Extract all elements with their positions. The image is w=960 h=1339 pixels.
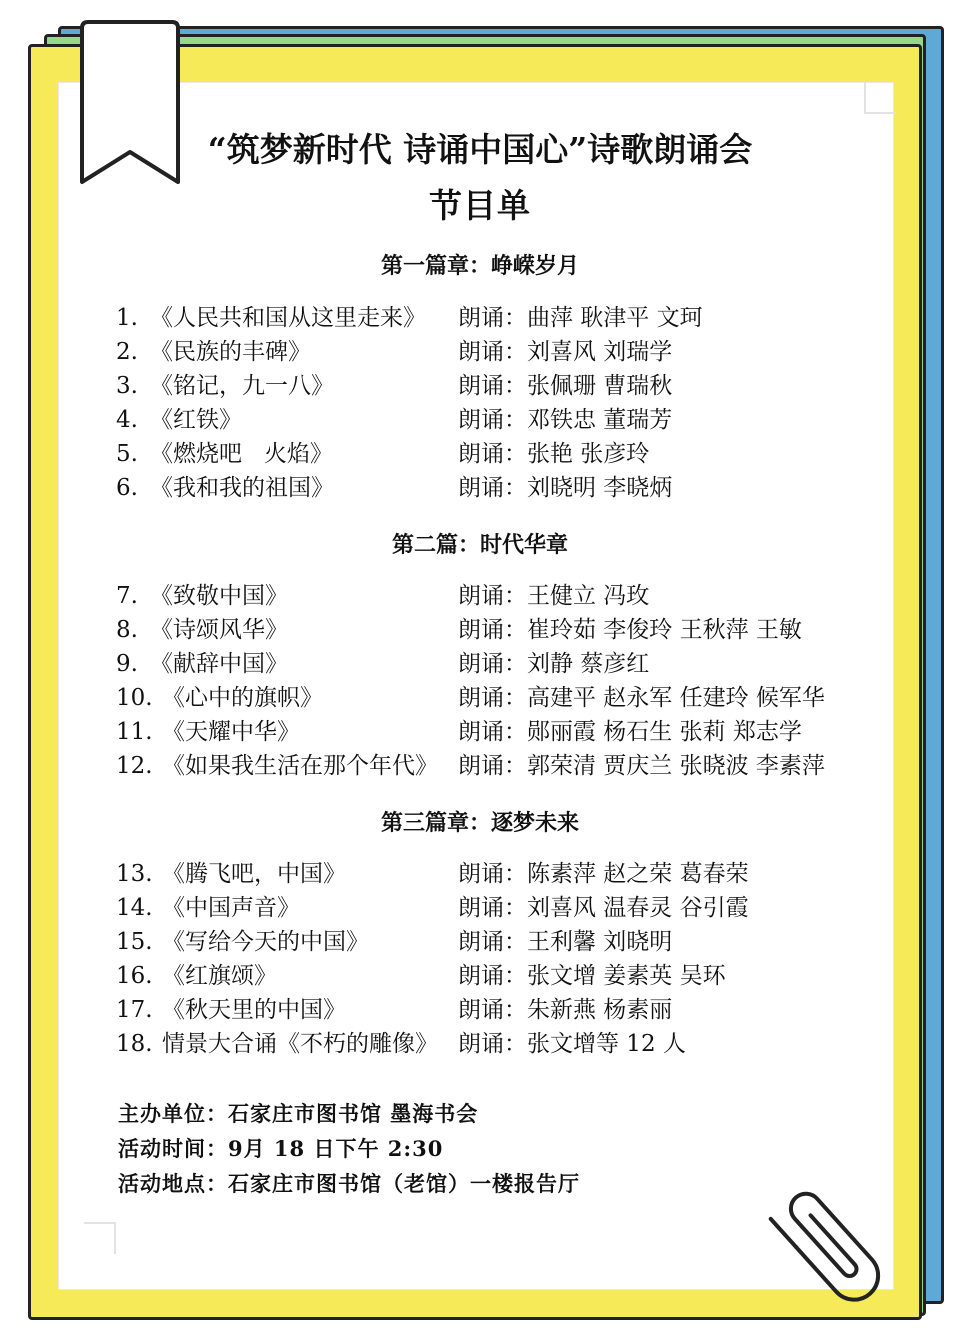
- item-performers: 朗诵：刘静 蔡彦红: [458, 651, 650, 677]
- item-performers: 朗诵：张佩珊 曹瑞秋: [458, 373, 673, 399]
- item-performers: 朗诵：张文增等 12 人: [458, 1031, 686, 1057]
- item-number: 16.: [116, 963, 153, 989]
- item-work: 《红铁》: [150, 407, 242, 433]
- item-performers: 朗诵：刘晓明 李晓炳: [458, 475, 673, 501]
- organizer-line: 主办单位：石家庄市图书馆 墨海书会: [118, 1101, 479, 1126]
- item-number: 4.: [116, 407, 138, 433]
- item-work: 情景大合诵《不朽的雕像》: [162, 1031, 438, 1057]
- program-item: [0, 859, 960, 889]
- item-performers: 朗诵：郭荣清 贾庆兰 张晓波 李素萍: [458, 753, 825, 779]
- program-item: [0, 337, 960, 367]
- program-item: [0, 961, 960, 991]
- item-number: 14.: [116, 895, 153, 921]
- program-item: [0, 615, 960, 645]
- program-item: [0, 649, 960, 679]
- item-number: 7.: [116, 583, 138, 609]
- item-performers: 朗诵：曲萍 耿津平 文珂: [458, 305, 703, 331]
- item-number: 2.: [116, 339, 138, 365]
- program-item: [0, 1029, 960, 1059]
- program-item: [0, 581, 960, 611]
- item-work: 《天耀中华》: [162, 719, 300, 745]
- item-performers: 朗诵：刘喜风 温春灵 谷引霞: [458, 895, 749, 921]
- program-item: [0, 893, 960, 923]
- item-performers: 朗诵：陈素萍 赵之荣 葛春荣: [458, 861, 749, 887]
- item-work: 《我和我的祖国》: [150, 475, 334, 501]
- program-item: [0, 405, 960, 435]
- item-work: 《写给今天的中国》: [162, 929, 369, 955]
- item-work: 《燃烧吧 火焰》: [150, 441, 333, 467]
- event-venue-line: 活动地点：石家庄市图书馆（老馆）一楼报告厅: [118, 1171, 580, 1196]
- item-work: 《腾飞吧，中国》: [162, 861, 346, 887]
- item-performers: 朗诵：崔玲茹 李俊玲 王秋萍 王敏: [458, 617, 802, 643]
- item-number: 17.: [116, 997, 153, 1023]
- item-number: 1.: [116, 305, 138, 331]
- item-work: 《人民共和国从这里走来》: [150, 305, 426, 331]
- program-item: [0, 751, 960, 781]
- item-performers: 朗诵：刘喜风 刘瑞学: [458, 339, 673, 365]
- item-work: 《红旗颂》: [162, 963, 277, 989]
- program-item: [0, 683, 960, 713]
- item-number: 5.: [116, 441, 138, 467]
- item-number: 18.: [116, 1031, 153, 1057]
- item-performers: 朗诵：郧丽霞 杨石生 张莉 郑志学: [458, 719, 802, 745]
- item-number: 6.: [116, 475, 138, 501]
- item-work: 《秋天里的中国》: [162, 997, 346, 1023]
- page-title: “筑梦新时代 诗诵中国心”诗歌朗诵会: [207, 130, 753, 169]
- item-performers: 朗诵：张文增 姜素英 吴环: [458, 963, 726, 989]
- item-work: 《心中的旗帜》: [162, 685, 323, 711]
- program-item: [0, 927, 960, 957]
- program-item: [0, 371, 960, 401]
- item-performers: 朗诵：张艳 张彦玲: [458, 441, 650, 467]
- item-performers: 朗诵：朱新燕 杨素丽: [458, 997, 673, 1023]
- chapter-heading: 第二篇：时代华章: [391, 532, 568, 558]
- chapter-heading: 第三篇章：逐梦未来: [380, 810, 579, 836]
- item-performers: 朗诵：邓铁忠 董瑞芳: [458, 407, 673, 433]
- page-subtitle: 节目单: [429, 186, 531, 225]
- item-performers: 朗诵：高建平 赵永军 任建玲 候军华: [458, 685, 825, 711]
- item-work: 《献辞中国》: [150, 651, 288, 677]
- item-work: 《如果我生活在那个年代》: [162, 753, 438, 779]
- item-work: 《铭记，九一八》: [150, 373, 334, 399]
- item-number: 9.: [116, 651, 138, 677]
- item-work: 《中国声音》: [162, 895, 300, 921]
- item-number: 12.: [116, 753, 153, 779]
- program-item: [0, 717, 960, 747]
- item-number: 15.: [116, 929, 153, 955]
- corner-mark-top-right: [864, 82, 896, 114]
- item-work: 《民族的丰碑》: [150, 339, 311, 365]
- corner-mark-bottom-left: [84, 1222, 116, 1254]
- program-item: [0, 439, 960, 469]
- item-number: 13.: [116, 861, 153, 887]
- item-performers: 朗诵：王健立 冯玫: [458, 583, 650, 609]
- item-number: 8.: [116, 617, 138, 643]
- program-item: [0, 995, 960, 1025]
- item-work: 《诗颂风华》: [150, 617, 288, 643]
- program-item: [0, 473, 960, 503]
- item-performers: 朗诵：王利馨 刘晓明: [458, 929, 673, 955]
- item-number: 3.: [116, 373, 138, 399]
- program-item: [0, 303, 960, 333]
- chapter-heading: 第一篇章：峥嵘岁月: [380, 253, 579, 279]
- paperclip-icon: [760, 1160, 910, 1310]
- event-time-line: 活动时间：9月 18 日下午 2:30: [118, 1136, 444, 1161]
- item-work: 《致敬中国》: [150, 583, 288, 609]
- item-number: 11.: [116, 719, 153, 745]
- item-number: 10.: [116, 685, 153, 711]
